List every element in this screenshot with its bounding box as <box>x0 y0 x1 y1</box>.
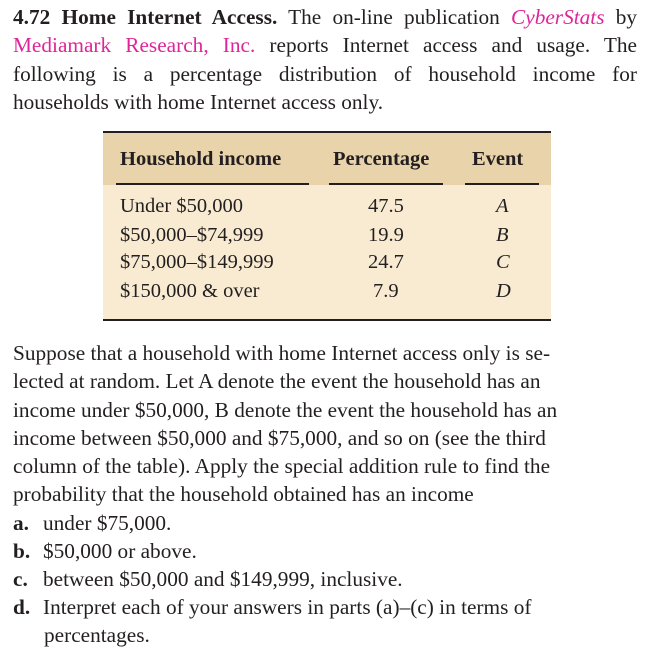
body-line: lected at random. Let A denote the event the household has an <box>13 369 541 394</box>
row-2-event: B <box>496 224 509 246</box>
part-a-text: under $75,000. <box>43 511 172 535</box>
row-1-percentage: 47.5 <box>368 195 404 217</box>
publisher-name: Mediamark Research, Inc. <box>13 33 256 58</box>
row-2-percentage: 19.9 <box>368 224 404 246</box>
row-3-event: C <box>496 251 510 273</box>
row-1-event: A <box>496 195 509 217</box>
header-underline-event <box>465 183 539 185</box>
problem-intro <box>13 3 637 116</box>
intro-post: reports Internet access and usage. The following is a percentage distribution of household income for households with home Internet access only. <box>13 33 638 114</box>
part-a-label: a. <box>13 511 29 535</box>
problem-number: 4.72 <box>13 5 51 29</box>
row-2-income: $50,000–$74,999 <box>120 224 264 246</box>
intro-pre: The on-line publication <box>288 5 500 29</box>
problem-title: Home Internet Access. <box>61 5 278 29</box>
row-4-income: $150,000 & over <box>120 280 260 302</box>
table-bottom-rule <box>103 319 551 321</box>
intro-by: by <box>615 5 638 29</box>
income-table <box>103 131 551 321</box>
row-3-income: $75,000–$149,999 <box>120 251 274 273</box>
part-c-label: c. <box>13 567 28 591</box>
header-event: Event <box>472 148 524 170</box>
part-d-label: d. <box>13 595 31 619</box>
part-c <box>13 565 403 593</box>
part-d <box>13 593 637 621</box>
row-3-percentage: 24.7 <box>368 251 404 273</box>
part-b-label: b. <box>13 539 31 563</box>
part-c-text: between $50,000 and $149,999, inclusive. <box>43 567 403 591</box>
header-underline-percentage <box>329 183 443 185</box>
part-b <box>13 537 197 565</box>
row-4-event: D <box>496 280 511 302</box>
body-line: income under $50,000, B denote the event the household has an <box>13 397 558 422</box>
header-percentage: Percentage <box>333 148 430 170</box>
part-a <box>13 509 171 537</box>
body-line: probability that the household obtained has an income <box>13 482 474 507</box>
row-1-income: Under $50,000 <box>120 195 243 217</box>
body-line: income between $50,000 and $75,000, and so on (see the third <box>13 425 546 450</box>
part-d-text: Interpret each of your answers in parts (a)–(c) in terms of <box>43 595 532 619</box>
body-line: Suppose that a household with home Internet access only is se- <box>13 341 551 365</box>
problem-body <box>13 339 637 509</box>
part-b-text: $50,000 or above. <box>43 539 197 563</box>
publication-name: CyberStats <box>511 5 605 29</box>
header-household-income: Household income <box>120 148 282 170</box>
header-underline-income <box>116 183 309 185</box>
body-line: column of the table). Apply the special addition rule to find the <box>13 454 551 479</box>
part-d-continuation: percentages. <box>44 623 150 647</box>
row-4-percentage: 7.9 <box>373 280 399 302</box>
table-top-rule <box>103 131 551 133</box>
